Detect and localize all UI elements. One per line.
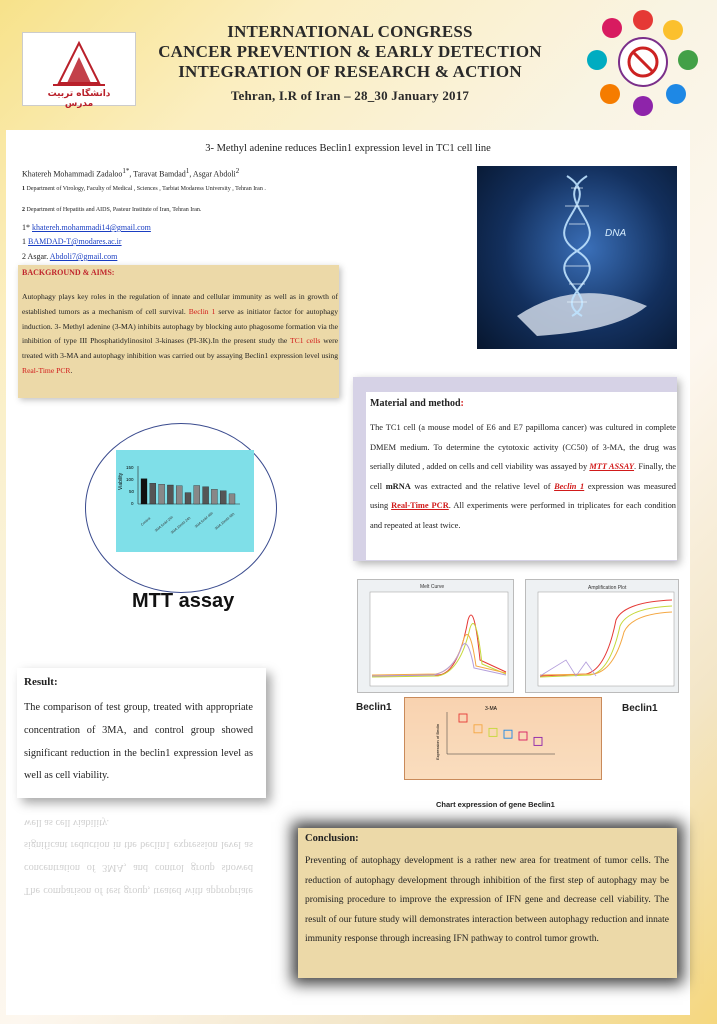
- svg-text:3MA 5mM 48h: 3MA 5mM 48h: [194, 511, 214, 529]
- beclin-label-right: Beclin1: [622, 703, 658, 714]
- mtt-bar: [194, 486, 200, 504]
- affiliation-2: 2 Department of Hepatitis and AIDS, Pasteur Institute of Iran, Tehran Iran.: [22, 207, 202, 213]
- mtt-bar: [159, 484, 165, 504]
- beclin-chart-title: 3-MA: [485, 706, 497, 712]
- beclin-label-left: Beclin1: [356, 702, 392, 713]
- mtt-y-tick: 0: [131, 501, 134, 506]
- logo-caption: دانشگاه تربیت مدرس: [47, 89, 111, 109]
- mtt-bar: [185, 493, 191, 504]
- mtt-bar: [211, 489, 217, 504]
- mtt-bar: [229, 494, 235, 504]
- background-heading: BACKGROUND & AIMS:: [22, 268, 115, 277]
- email-link-2[interactable]: BAMDAD-T@modares.ac.ir: [28, 237, 122, 246]
- email-link-3[interactable]: Abdoli7@gmail.com: [49, 252, 118, 261]
- methods-text: The TC1 cell (a mouse model of E6 and E7 papilloma cancer) was cultured in complete DMEM medium. To determine the cytotoxic activity (CC50) of 3-MA, the drug was serially diluted , added on cells and cell viability was assayed by MTT ASSAY. Finally, the cell mRNA was extracted and the relative level of Beclin 1 expression was measured using Real-Time PCR. All experiments were performed in triplicates for each condition and repeated at least twice.: [370, 423, 676, 530]
- svg-text:3MA 10mM 48h: 3MA 10mM 48h: [214, 511, 236, 531]
- mtt-bar: [220, 491, 226, 504]
- methods-heading: Material and method:: [370, 398, 464, 409]
- result-heading: Result:: [24, 676, 58, 688]
- mtt-bar: [203, 487, 209, 504]
- beclin-expression-chart: [404, 697, 602, 780]
- svg-text:3MA 10mM 24h: 3MA 10mM 24h: [170, 515, 192, 535]
- congress-logo: [584, 6, 702, 118]
- dna-label: DNA: [605, 228, 627, 239]
- mtt-bar: [176, 486, 182, 504]
- mtt-y-tick: 50: [129, 489, 135, 494]
- mtt-chart: [116, 450, 254, 552]
- melt-curve-title: Melt Curve: [420, 584, 445, 590]
- mtt-y-tick: 150: [126, 465, 134, 470]
- header-date: Tehran, I.R of Iran – 28_30 January 2017: [230, 88, 470, 103]
- mtt-y-tick: 100: [126, 477, 134, 482]
- beclin-y-label: Expression of Beclin: [435, 723, 440, 760]
- header-line-3: INTEGRATION OF RESEARCH & ACTION: [178, 62, 522, 81]
- mtt-bar: [141, 479, 147, 504]
- mtt-y-label: Viability: [118, 472, 124, 490]
- email-3: 2 Asgar. Abdoli7@gmail.com: [22, 252, 118, 261]
- paper-title: 3- Methyl adenine reduces Beclin1 expression level in TC1 cell line: [205, 143, 491, 154]
- author-list: Khatereh Mohammadi Zadaloo$^{1*}$, Taravat Bamdad$^1$, Asgar Abdoli$^2$: [22, 167, 240, 179]
- svg-text:3MA 5mM 24h: 3MA 5mM 24h: [154, 515, 174, 533]
- background-text: Autophagy plays key roles in the regulation of innate and cellular immunity as well as in growth of established tumors as a mechanism of cell survival. Beclin 1 serve as initiator factor for autophagy induction. 3- Methyl adenine (3-MA) inhibits autophagy by blocking auto phagosome formation via the inhibition of type III Phosphatidylinositol 3-kinases (PI-3K).In the present study the TC1 cells were treated with 3-MA and autophagy inhibition was carried out by assaying Beclin1 expression level using Real-Time PCR.: [22, 292, 338, 375]
- chart-caption: Chart expression of gene Beclin1: [436, 800, 555, 809]
- mtt-assay-label: MTT assay: [132, 590, 235, 612]
- email-link-1[interactable]: khatereh.mohammadi14@gmail.com: [32, 223, 151, 232]
- header-line-2: CANCER PREVENTION & EARLY DETECTION: [158, 42, 542, 61]
- email-2: 1 BAMDAD-T@modares.ac.ir: [22, 237, 122, 246]
- svg-text:Control: Control: [140, 516, 152, 527]
- melt-curve-plot: [357, 579, 514, 693]
- mtt-bar: [150, 483, 156, 504]
- conclusion-text: Preventing of autophagy development is a rather new area for treatment of tumor cells. The reduction of autophagy development through inhibition of the first step of autophagy may be promising procedure to improve the expression of IFN gene and decrease cell viability. The result of our future study will demonstrates interaction between autophagy reduction and innate immunity response through increasing IFN pathway to control tumor growth.: [305, 856, 669, 945]
- conclusion-heading: Conclusion:: [305, 833, 359, 844]
- header-line-1: INTERNATIONAL CONGRESS: [227, 22, 473, 41]
- email-1: 1* khatereh.mohammadi14@gmail.com: [22, 223, 151, 232]
- amplification-title: Amplification Plot: [588, 585, 627, 591]
- result-reflection: The comparison of test group, treated with appropriate concentration of 3MA, and control group showed significant reduction in the beclin1 expression level as well as cell viability.: [24, 816, 253, 897]
- affiliation-1: 1 Department of Virology, Faculty of Medical , Sciences , Tarbiat Modaress University , Tehran Iran .: [22, 186, 266, 192]
- mtt-bar: [167, 485, 173, 504]
- result-text: The comparison of test group, treated with appropriate concentration of 3MA, and control group showed significant reduction in the beclin1 expression level as well as cell viability.: [24, 702, 253, 782]
- dna-hand-image: [477, 166, 677, 349]
- amplification-plot: [525, 579, 679, 693]
- congress-header: [110, 22, 590, 106]
